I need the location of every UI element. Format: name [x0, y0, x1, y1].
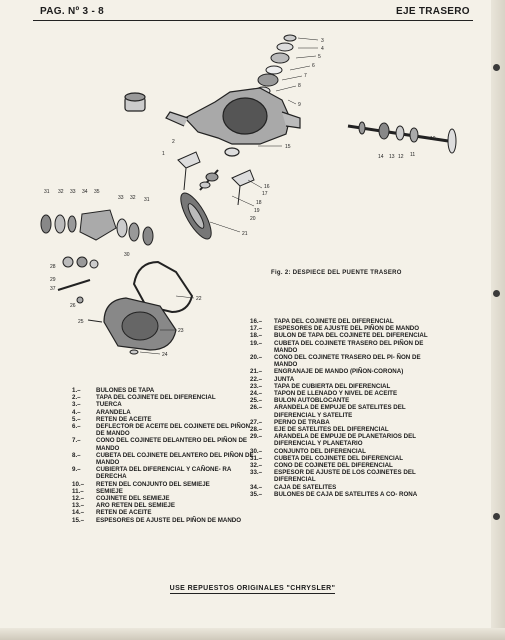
list-item: 7.– CONO DEL COJINETE DELANTERO DEL PIÑON DE MANDO [72, 437, 248, 452]
list-item: 34.– CAJA DE SATELITES [250, 483, 337, 491]
cover-and-gasket [88, 262, 192, 354]
callout-19: 19 [254, 208, 260, 214]
pinion-flange-parts [256, 35, 296, 95]
callout-37: 37 [50, 286, 56, 292]
list-item: 5.– RETEN DE ACEITE [72, 415, 152, 423]
page-number: PAG. Nº 3 - 8 [40, 6, 105, 17]
list-item: 32.– CONO DE COJINETE DEL DIFERENCIAL [250, 462, 393, 470]
callout-33b: 33 [118, 195, 124, 201]
list-item: 11.– SEMIEJE [72, 487, 123, 495]
callout-14: 14 [378, 154, 384, 160]
callout-4: 4 [321, 46, 324, 52]
callout-28: 28 [50, 264, 56, 270]
callout-3: 3 [321, 38, 324, 44]
callout-18: 18 [256, 200, 262, 206]
parts-list-left [72, 387, 257, 524]
figure-caption: Fig. 2: DESPIECE DEL PUENTE TRASERO [271, 270, 402, 276]
drive-gear-set [175, 170, 218, 243]
list-item: 24.– TAPON DE LLENADO Y NIVEL DE ACEITE [250, 390, 398, 398]
list-item: 21.– ENGRANAJE DE MANDO (PIÑON-CORONA) [250, 368, 404, 376]
list-item: 25.– BULON AUTOBLOCANTE [250, 397, 350, 405]
list-item: 6.– DEFLECTOR DE ACEITE DEL COJINETE DEL PIÑON DE MANDO [72, 423, 251, 438]
list-item: 29.– ARANDELA DE EMPUJE DE PLANETARIOS DEL DIFERENCIAL Y PLANETARIO [250, 433, 416, 448]
list-item: 8.– CUBETA DEL COJINETE DELANTERO DEL PIÑON DE MANDO [72, 451, 254, 467]
list-item: 17.– ESPESORES DE AJUSTE DEL PIÑON DE MANDO [250, 325, 420, 333]
list-item: 20.– CONO DEL COJINETE TRASERO DEL PI- ÑON DE MANDO [250, 354, 421, 369]
list-item: 3.– TUERCA [72, 401, 122, 409]
callout-15: 15 [285, 144, 291, 150]
callout-25: 25 [78, 319, 84, 325]
callout-21: 21 [242, 231, 248, 237]
list-item: 10.– RETEN DEL CONJUNTO DEL SEMIEJE [72, 480, 210, 488]
callout-leaders [140, 38, 318, 354]
footer-note: USE REPUESTOS ORIGINALES "CHRYSLER" [169, 585, 336, 592]
callout-22: 22 [196, 296, 202, 302]
callout-30: 30 [124, 252, 130, 258]
parts-list-right [250, 318, 435, 498]
callout-17: 17 [262, 191, 268, 197]
callout-1: 1 [162, 151, 165, 157]
section-title: EJE TRASERO [396, 6, 470, 17]
callout-10: 10 [430, 136, 436, 142]
list-item: 26.– ARANDELA DE EMPUJE DE SATELITES DEL DIFERENCIAL Y SATELITE [250, 404, 406, 419]
callout-24: 24 [162, 352, 168, 358]
list-item: 31.– CUBETA DEL COJINETE DEL DIFERENCIAL [250, 454, 404, 462]
callout-12: 12 [398, 154, 404, 160]
callout-33: 33 [70, 189, 76, 195]
callout-16: 16 [264, 184, 270, 190]
list-item: 22.– JUNTA [250, 375, 295, 383]
list-item: 9.– CUBIERTA DEL DIFERENCIAL Y CAÑONE- RA DERECHA [72, 466, 232, 481]
list-item: 15.– ESPESORES DE AJUSTE DEL PIÑON DE MANDO [72, 516, 242, 524]
callout-9: 9 [298, 102, 301, 108]
list-item: 14.– RETEN DE ACEITE [72, 509, 152, 517]
callout-11: 11 [410, 152, 416, 158]
list-item: 35.– BULONES DE CAJA DE SATELITES A CO- RONA [250, 490, 418, 498]
callout-31b: 31 [144, 197, 150, 203]
callout-31: 31 [44, 189, 50, 195]
list-item: 19.– CUBETA DEL COJINETE TRASERO DEL PIÑON DE MANDO [250, 339, 424, 354]
callout-34: 34 [82, 189, 88, 195]
callout-numbers [44, 38, 436, 358]
callout-35: 35 [94, 189, 100, 195]
callout-6: 6 [312, 63, 315, 69]
list-item: 30.– CONJUNTO DEL DIFERENCIAL [250, 447, 366, 455]
callout-5: 5 [318, 54, 321, 60]
callout-20: 20 [250, 216, 256, 222]
list-item: 12.– COJINETE DEL SEMIEJE [72, 495, 170, 503]
callout-29: 29 [50, 277, 56, 283]
list-item: 23.– TAPA DE CUBIERTA DEL DIFERENCIAL [250, 382, 391, 390]
list-item: 16.– TAPA DEL COJINETE DEL DIFERENCIAL [250, 318, 394, 325]
list-item: 13.– ARO RETEN DEL SEMIEJE [72, 502, 175, 510]
callout-32b: 32 [130, 195, 136, 201]
callout-32: 32 [58, 189, 64, 195]
list-item: 27.– PERNO DE TRABA [250, 418, 330, 426]
callout-8: 8 [298, 83, 301, 89]
callout-13: 13 [389, 154, 395, 160]
page-edge-bottom [0, 628, 505, 640]
punch-hole-bottom [493, 513, 500, 520]
list-item: 4.– ARANDELA [72, 408, 131, 416]
list-item: 2.– TAPA DEL COJINETE DEL DIFERENCIAL [72, 394, 216, 402]
callout-23: 23 [178, 328, 184, 334]
callout-2: 2 [172, 139, 175, 145]
list-item: 28.– EJE DE SATELITES DEL DIFERENCIAL [250, 426, 389, 434]
list-item: 33.– ESPESOR DE AJUSTE DE LOS COJINETES DEL DIFERENCIAL [250, 469, 416, 484]
axle-shaft [348, 122, 456, 153]
list-item: 1.– BULONES DE TAPA [72, 387, 155, 394]
list-item: 18.– BULON DE TAPA DEL COJINETE DEL DIFERENCIAL [250, 332, 428, 340]
callout-7: 7 [304, 73, 307, 79]
callout-26: 26 [70, 303, 76, 309]
